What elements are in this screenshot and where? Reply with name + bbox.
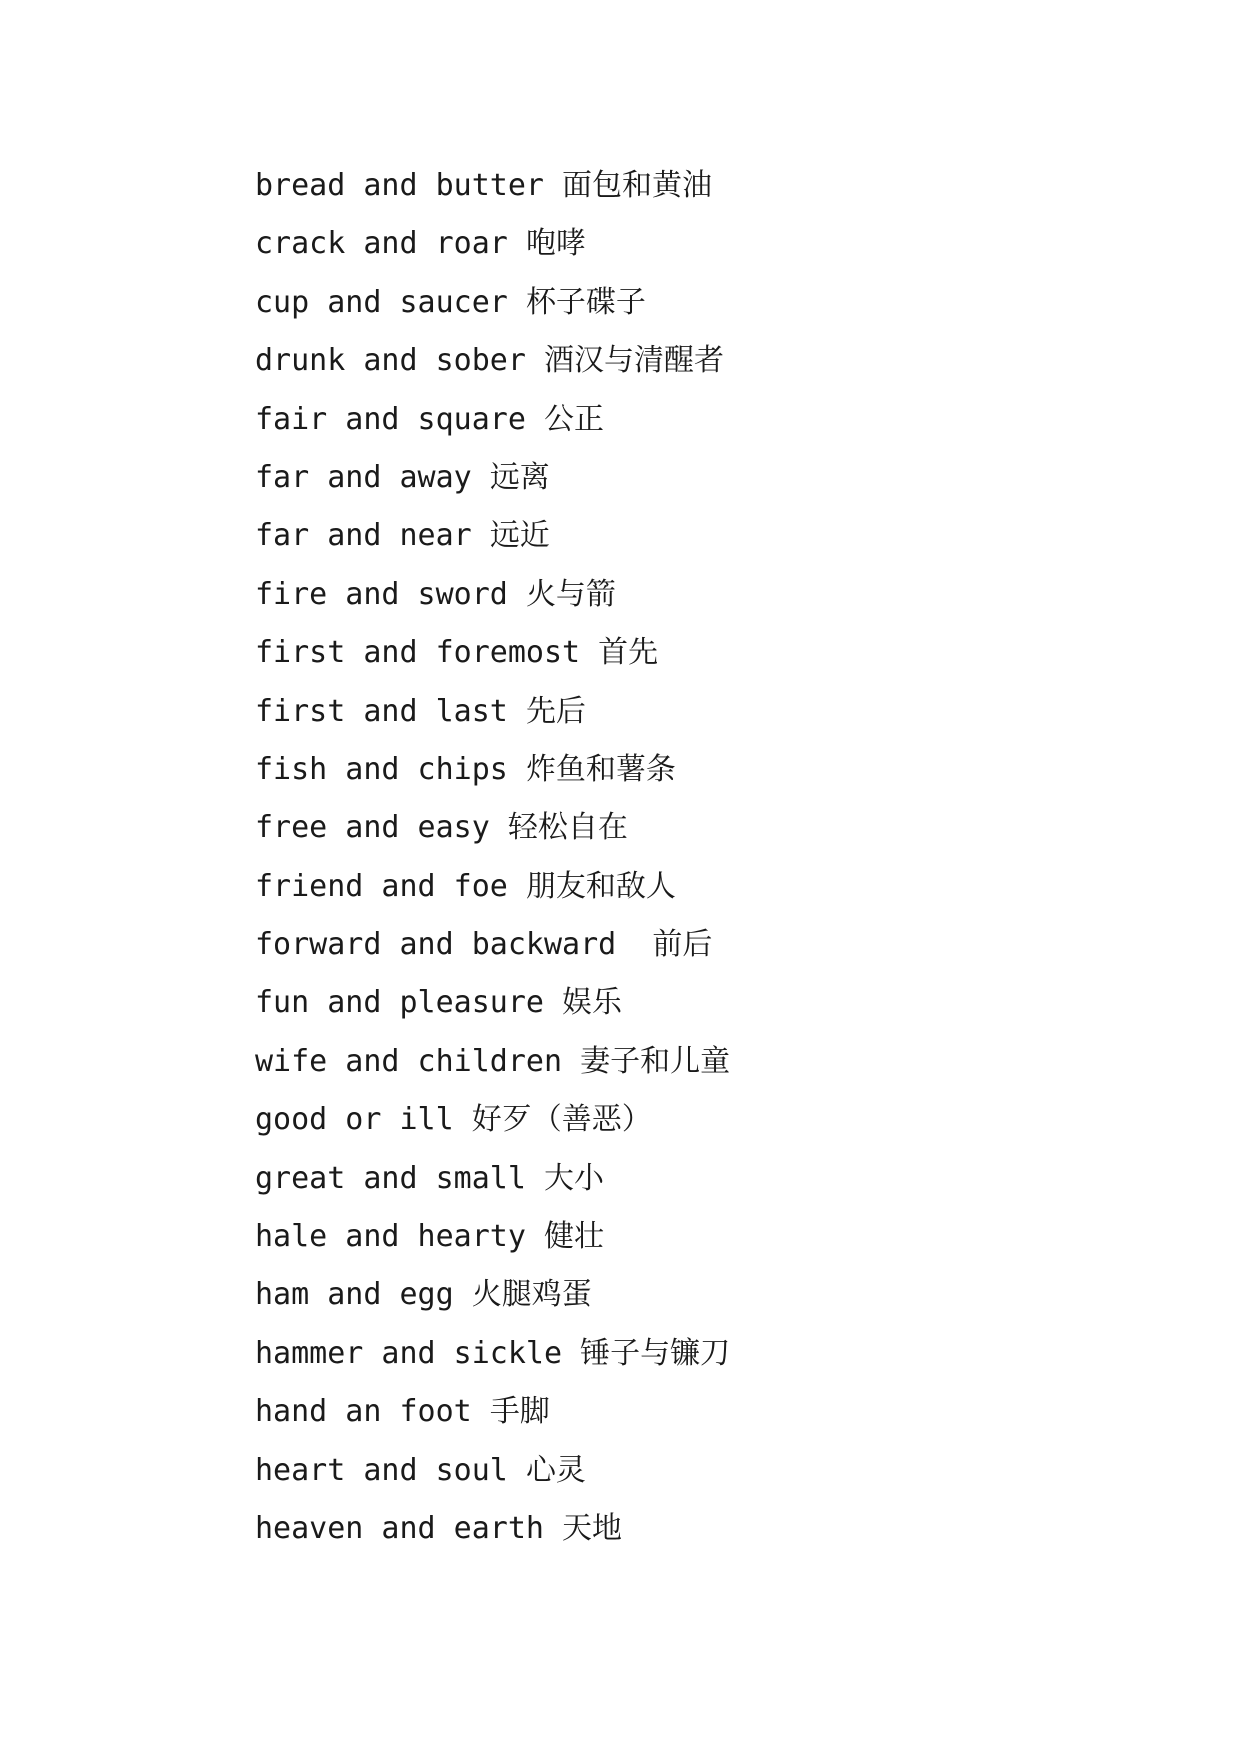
phrase-english: far and near (255, 518, 472, 554)
phrase-english: great and small (255, 1160, 526, 1196)
phrase-english: fire and sword (255, 576, 508, 612)
phrase-english: hammer and sickle (255, 1335, 563, 1371)
phrase-english: bread and butter (255, 168, 544, 203)
phrase-entry (255, 683, 730, 741)
phrase-english: ham and egg (255, 1277, 454, 1313)
phrase-entry (255, 157, 730, 215)
phrase-chinese: 锤子与镰刀 (580, 1335, 731, 1371)
phrase-entry (255, 449, 730, 507)
phrase-english: cup and saucer (255, 284, 508, 320)
phrase-entry (255, 741, 730, 799)
phrase-english: wife and children (255, 1043, 563, 1079)
phrase-entry (255, 1266, 730, 1324)
phrase-entry (255, 391, 730, 449)
phrase-entry (255, 916, 730, 974)
phrase-chinese: 杯子碟子 (525, 284, 646, 320)
phrase-chinese: 炸鱼和薯条 (525, 751, 676, 787)
phrase-chinese: 好歹（善恶） (471, 1102, 652, 1138)
phrase-entry (255, 1150, 730, 1208)
phrase-chinese: 轻松自在 (507, 810, 628, 846)
phrase-entry (255, 1383, 730, 1441)
phrase-entry (255, 274, 730, 332)
phrase-english: crack and roar (255, 226, 508, 262)
phrase-chinese: 大小 (544, 1160, 604, 1196)
phrase-chinese: 天地 (562, 1510, 623, 1546)
phrase-english: first and last (255, 693, 508, 729)
phrase-english: drunk and sober (255, 343, 526, 379)
phrase-english: free and easy (255, 810, 490, 846)
phrase-chinese: 前后 (652, 927, 713, 963)
phrase-entry (255, 974, 730, 1032)
phrase-entry (255, 215, 730, 273)
phrase-entry (255, 1500, 730, 1558)
phrase-chinese: 娱乐 (562, 985, 623, 1021)
phrase-chinese: 远离 (489, 459, 550, 495)
phrase-chinese: 心灵 (525, 1452, 586, 1488)
phrase-entry (255, 507, 730, 565)
phrase-entry (255, 1091, 730, 1149)
phrase-english: fun and pleasure (255, 985, 544, 1021)
phrase-english: heart and soul (255, 1452, 508, 1488)
phrase-entry (255, 1208, 730, 1266)
phrase-english: first and foremost (255, 635, 581, 671)
phrase-entry (255, 1033, 730, 1091)
phrase-entry (255, 1325, 730, 1383)
phrase-english: good or ill (255, 1102, 454, 1138)
phrase-list (255, 157, 730, 1558)
phrase-chinese: 火与箭 (525, 576, 616, 612)
phrase-chinese: 咆哮 (525, 226, 586, 262)
phrase-english: hand an foot (255, 1394, 472, 1430)
phrase-chinese: 远近 (489, 518, 550, 554)
phrase-english: fish and chips (255, 751, 508, 787)
phrase-chinese: 首先 (598, 635, 659, 671)
phrase-entry (255, 799, 730, 857)
phrase-english: friend and foe (255, 868, 508, 904)
phrase-entry (255, 566, 730, 624)
phrase-english: far and away (255, 459, 472, 495)
phrase-chinese: 手脚 (489, 1394, 550, 1430)
phrase-chinese: 妻子和儿童 (580, 1043, 731, 1079)
phrase-chinese: 火腿鸡蛋 (471, 1277, 592, 1313)
phrase-english: heaven and earth (255, 1510, 544, 1546)
phrase-entry (255, 1442, 730, 1500)
phrase-english: fair and square (255, 401, 526, 437)
phrase-entry (255, 858, 730, 916)
phrase-chinese: 酒汉与清醒者 (544, 343, 724, 379)
phrase-english: forward and backward (255, 927, 635, 963)
phrase-chinese: 朋友和敌人 (525, 868, 676, 904)
phrase-english: hale and hearty (255, 1219, 526, 1255)
phrase-chinese: 面包和黄油 (562, 168, 713, 203)
phrase-chinese: 健壮 (544, 1219, 604, 1255)
phrase-chinese: 先后 (525, 693, 586, 729)
phrase-entry (255, 332, 730, 390)
phrase-entry (255, 624, 730, 682)
phrase-chinese: 公正 (544, 401, 604, 437)
